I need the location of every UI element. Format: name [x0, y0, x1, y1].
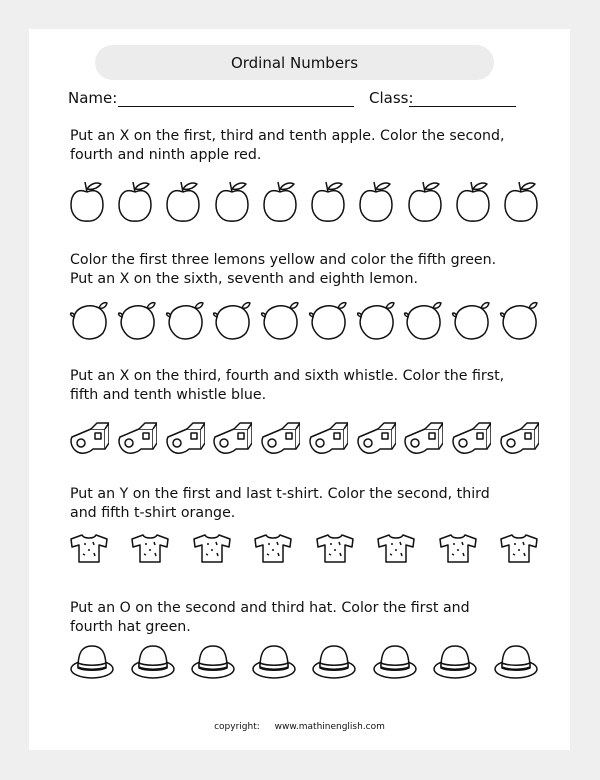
lemon-row	[69, 299, 539, 345]
lemon-icon[interactable]	[403, 299, 443, 343]
class-blank-line[interactable]	[409, 106, 516, 107]
whistle-row	[69, 415, 539, 461]
hat-icon[interactable]	[311, 641, 357, 681]
lemon-icon[interactable]	[212, 299, 252, 343]
worksheet-page	[29, 29, 570, 750]
apple-icon[interactable]	[407, 179, 443, 223]
apple-icon[interactable]	[214, 179, 250, 223]
instruction-line: Put an O on the second and third hat. Color the first and	[70, 600, 470, 616]
apple-icon[interactable]	[262, 179, 298, 223]
whistle-icon[interactable]	[356, 415, 396, 459]
lemon-icon[interactable]	[451, 299, 491, 343]
exercise-2-instructions	[70, 251, 540, 289]
copyright-label: copyright:	[214, 722, 260, 732]
apple-icon[interactable]	[310, 179, 346, 223]
lemon-icon[interactable]	[165, 299, 205, 343]
t-shirt-icon[interactable]	[315, 532, 355, 566]
instruction-line: Color the first three lemons yellow and color the fifth green.	[70, 252, 497, 268]
worksheet-title	[95, 45, 494, 80]
apple-row	[69, 179, 539, 225]
lemon-icon[interactable]	[308, 299, 348, 343]
whistle-icon[interactable]	[117, 415, 157, 459]
instruction-line: fourth and ninth apple red.	[70, 147, 262, 163]
name-label: Name:	[68, 89, 118, 107]
whistle-icon[interactable]	[212, 415, 252, 459]
hat-icon[interactable]	[190, 641, 236, 681]
website-link[interactable]: www.mathinenglish.com	[274, 722, 385, 732]
lemon-icon[interactable]	[117, 299, 157, 343]
exercise-3-instructions	[70, 367, 540, 405]
t-shirt-icon[interactable]	[499, 532, 539, 566]
t-shirt-icon[interactable]	[130, 532, 170, 566]
whistle-icon[interactable]	[308, 415, 348, 459]
instruction-line: Put an Y on the first and last t-shirt. Color the second, third	[70, 486, 490, 502]
hat-icon[interactable]	[372, 641, 418, 681]
name-class-row	[68, 89, 528, 111]
worksheet-title-text: Ordinal Numbers	[230, 53, 359, 72]
hat-row	[69, 641, 539, 687]
hat-icon[interactable]	[251, 641, 297, 681]
lemon-icon[interactable]	[356, 299, 396, 343]
apple-icon[interactable]	[69, 179, 105, 223]
whistle-icon[interactable]	[165, 415, 205, 459]
class-label: Class:	[369, 89, 414, 107]
instruction-line: and fifth t-shirt orange.	[70, 505, 236, 521]
apple-icon[interactable]	[165, 179, 201, 223]
exercise-4-instructions	[70, 485, 540, 523]
exercise-5-instructions	[70, 599, 540, 637]
apple-icon[interactable]	[358, 179, 394, 223]
hat-icon[interactable]	[69, 641, 115, 681]
apple-icon[interactable]	[503, 179, 539, 223]
lemon-icon[interactable]	[499, 299, 539, 343]
instruction-line: Put an X on the sixth, seventh and eighth lemon.	[70, 271, 418, 287]
hat-icon[interactable]	[432, 641, 478, 681]
t-shirt-icon[interactable]	[253, 532, 293, 566]
name-blank-line[interactable]	[118, 106, 354, 107]
apple-icon[interactable]	[455, 179, 491, 223]
whistle-icon[interactable]	[403, 415, 443, 459]
footer	[29, 722, 570, 732]
t-shirt-icon[interactable]	[69, 532, 109, 566]
exercise-1-instructions	[70, 127, 540, 165]
instruction-line: fourth hat green.	[70, 619, 191, 635]
whistle-icon[interactable]	[451, 415, 491, 459]
instruction-line: fifth and tenth whistle blue.	[70, 387, 267, 403]
hat-icon[interactable]	[493, 641, 539, 681]
lemon-icon[interactable]	[69, 299, 109, 343]
whistle-icon[interactable]	[499, 415, 539, 459]
whistle-icon[interactable]	[69, 415, 109, 459]
whistle-icon[interactable]	[260, 415, 300, 459]
apple-icon[interactable]	[117, 179, 153, 223]
instruction-line: Put an X on the third, fourth and sixth whistle. Color the first,	[70, 368, 505, 384]
t-shirt-row	[69, 532, 539, 578]
instruction-line: Put an X on the first, third and tenth apple. Color the second,	[70, 128, 505, 144]
t-shirt-icon[interactable]	[438, 532, 478, 566]
lemon-icon[interactable]	[260, 299, 300, 343]
t-shirt-icon[interactable]	[192, 532, 232, 566]
hat-icon[interactable]	[130, 641, 176, 681]
t-shirt-icon[interactable]	[376, 532, 416, 566]
